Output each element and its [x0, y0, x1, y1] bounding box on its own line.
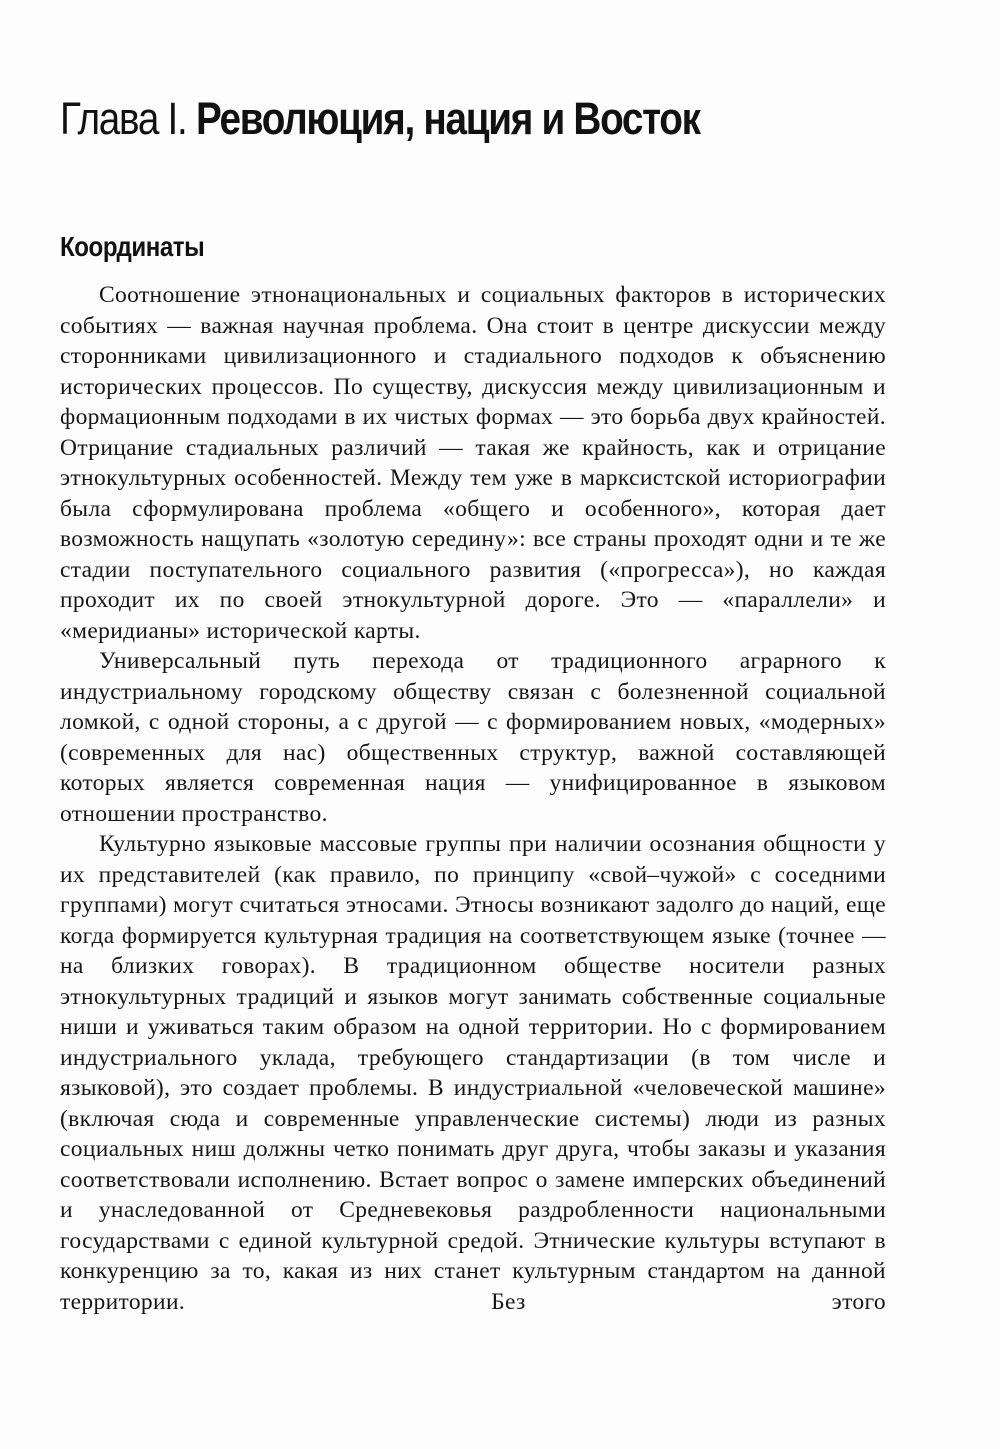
paragraph-2: Универсальный путь перехода от традиционного аграрного к индустриальному городскому обществу связан с болезненной социальной ломкой, с одной стороны, а с другой — с формированием новых, «модерных» (современных для нас) общественных структур, важной составляющей которых является современная нация — унифицированное в языковом отношении пространство. — [60, 648, 886, 827]
paragraph-3: Культурно языковые массовые группы при наличии осознания общности у их представителей (как правило, по принципу «свой–чужой» с соседними группами) могут считаться этносами. Этносы возникают задолго до наций, еще когда формируется культурная традиция на соответствующем языке (точнее — на близких говорах). В традиционном обществе носители разных этнокультурных традиций и языков могут занимать собственные социальные ниши и уживаться таким образом на одной территории. Но с формированием индустриального уклада, требующего стандартизации (в том числе и языковой), это создает проблемы. В индустриальной «человеческой машине» (включая сюда и современные управленческие системы) люди из разных социальных ниш должны четко понимать друг друга, чтобы заказы и указания соответствовали исполнению. Встает вопрос о замене имперских объединений и унаследованной от Средневековья раздробленности национальными государствами с единой культурной средой. Этнические культуры вступают в конкуренцию за то, какая из них станет культурным стандартом на данной территории. Без этого — [60, 831, 886, 1315]
paragraph-1: Соотношение этнонациональных и социальных факторов в исторических событиях — важная научная проблема. Она стоит в центре дискуссии между сторонниками цивилизационного и стадиального подходов к объяснению исторических процессов. По существу, дискуссия между цивилизационным и формационным подходами в их чистых формах — это борьба двух крайностей. Отрицание стадиальных различий — такая же крайность, как и отрицание этнокультурных особенностей. Между тем уже в марксистской историографии была сформулирована проблема «общего и особенного», которая дает возможность нащупать «золотую середину»: все страны проходят одни и те же стадии поступательного социального развития («прогресса»), но каждая проходит их по своей этнокультурной дороге. Это — «параллели» и «меридианы» исторической карты. — [60, 282, 886, 644]
chapter-number: Глава I. — [60, 93, 187, 144]
chapter-title — [60, 92, 817, 146]
body-text — [60, 280, 886, 1317]
chapter-name: Революция, нация и Восток — [195, 93, 700, 144]
section-heading: Координаты — [60, 231, 205, 262]
